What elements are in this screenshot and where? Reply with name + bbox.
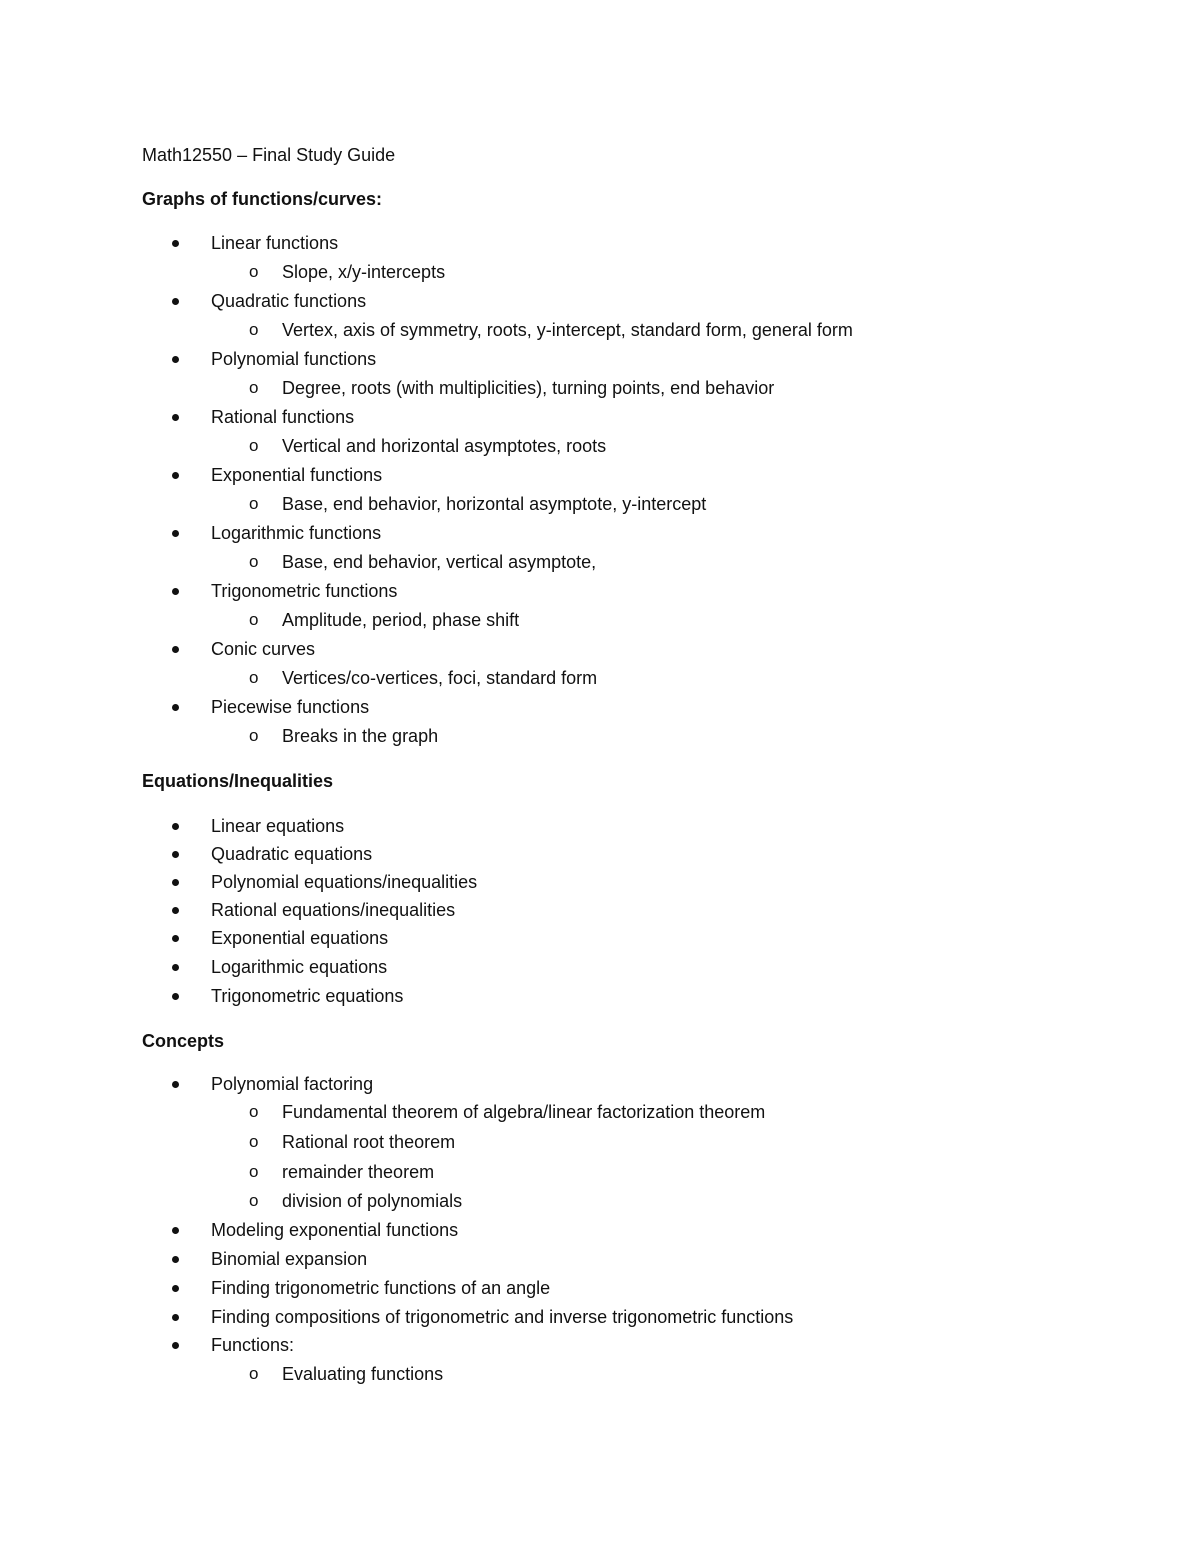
sub-list-item: o Base, end behavior, horizontal asymptote, y-intercept (249, 494, 707, 514)
sub-list-item: o division of polynomials (249, 1191, 463, 1211)
bullet-icon (172, 588, 179, 595)
list-item: Finding trigonometric functions of an angle (211, 1276, 550, 1300)
sub-list-item: o Fundamental theorem of algebra/linear factorization theorem (249, 1102, 766, 1122)
bullet-icon (172, 907, 179, 914)
bullet-icon (172, 298, 179, 305)
sub-bullet-icon: o (249, 1132, 259, 1151)
bullet-icon (172, 1256, 179, 1263)
list-item: Trigonometric equations (211, 984, 403, 1008)
sub-bullet-icon: o (249, 436, 259, 455)
sub-bullet-icon: o (249, 1364, 259, 1383)
sub-bullet-icon: o (249, 726, 259, 745)
sub-bullet-icon: o (249, 668, 259, 687)
bullet-icon (172, 1314, 179, 1321)
bullet-icon (172, 851, 179, 858)
list-item: Finding compositions of trigonometric and inverse trigonometric functions (211, 1305, 793, 1329)
bullet-icon (172, 1342, 179, 1349)
bullet-icon (172, 1081, 179, 1088)
section-heading-graphs: Graphs of functions/curves: (142, 189, 383, 209)
bullet-icon (172, 472, 179, 479)
sub-bullet-icon: o (249, 320, 259, 339)
sub-bullet-icon: o (249, 610, 259, 629)
sub-bullet-icon: o (249, 1191, 259, 1210)
bullet-icon (172, 993, 179, 1000)
sub-bullet-icon: o (249, 1102, 259, 1121)
sub-list-item: o Rational root theorem (249, 1132, 456, 1152)
list-item: Polynomial factoring (211, 1072, 373, 1096)
list-item: Rational equations/inequalities (211, 898, 455, 922)
list-item: Polynomial equations/inequalities (211, 870, 477, 894)
bullet-icon (172, 879, 179, 886)
sub-list-item: o Vertex, axis of symmetry, roots, y-intercept, standard form, general form (249, 320, 853, 340)
section-heading-concepts: Concepts (142, 1031, 225, 1051)
list-item: Modeling exponential functions (211, 1218, 458, 1242)
bullet-icon (172, 240, 179, 247)
list-item: Binomial expansion (211, 1247, 367, 1271)
bullet-icon (172, 530, 179, 537)
sub-bullet-icon: o (249, 378, 259, 397)
list-item: Trigonometric functions (211, 579, 397, 603)
list-item: Exponential functions (211, 463, 382, 487)
list-item: Quadratic functions (211, 289, 366, 313)
sub-bullet-icon: o (249, 494, 259, 513)
sub-list-item: o Vertices/co-vertices, foci, standard form (249, 668, 598, 688)
bullet-icon (172, 356, 179, 363)
bullet-icon (172, 646, 179, 653)
sub-bullet-icon: o (249, 1162, 259, 1181)
sub-list-item: o Vertical and horizontal asymptotes, roots (249, 436, 607, 456)
sub-list-item: o Base, end behavior, vertical asymptote, (249, 552, 597, 572)
sub-list-item: o Amplitude, period, phase shift (249, 610, 520, 630)
list-item: Functions: (211, 1333, 294, 1357)
list-item: Logarithmic functions (211, 521, 381, 545)
list-item: Exponential equations (211, 926, 388, 950)
list-item: Quadratic equations (211, 842, 372, 866)
bullet-icon (172, 704, 179, 711)
bullet-icon (172, 1227, 179, 1234)
sub-list-item: o remainder theorem (249, 1162, 435, 1182)
list-item: Polynomial functions (211, 347, 376, 371)
list-item: Logarithmic equations (211, 955, 387, 979)
bullet-icon (172, 1285, 179, 1292)
list-item: Rational functions (211, 405, 354, 429)
sub-bullet-icon: o (249, 552, 259, 571)
sub-list-item: o Slope, x/y-intercepts (249, 262, 446, 282)
sub-list-item: o Breaks in the graph (249, 726, 439, 746)
bullet-icon (172, 935, 179, 942)
bullet-icon (172, 823, 179, 830)
list-item: Piecewise functions (211, 695, 369, 719)
bullet-icon (172, 414, 179, 421)
section-heading-equations: Equations/Inequalities (142, 771, 334, 791)
bullet-icon (172, 964, 179, 971)
sub-list-item: o Degree, roots (with multiplicities), turning points, end behavior (249, 378, 775, 398)
list-item: Conic curves (211, 637, 315, 661)
list-item: Linear equations (211, 814, 344, 838)
sub-list-item: o Evaluating functions (249, 1364, 444, 1384)
list-item: Linear functions (211, 231, 338, 255)
document-title: Math12550 – Final Study Guide (142, 145, 396, 165)
sub-bullet-icon: o (249, 262, 259, 281)
